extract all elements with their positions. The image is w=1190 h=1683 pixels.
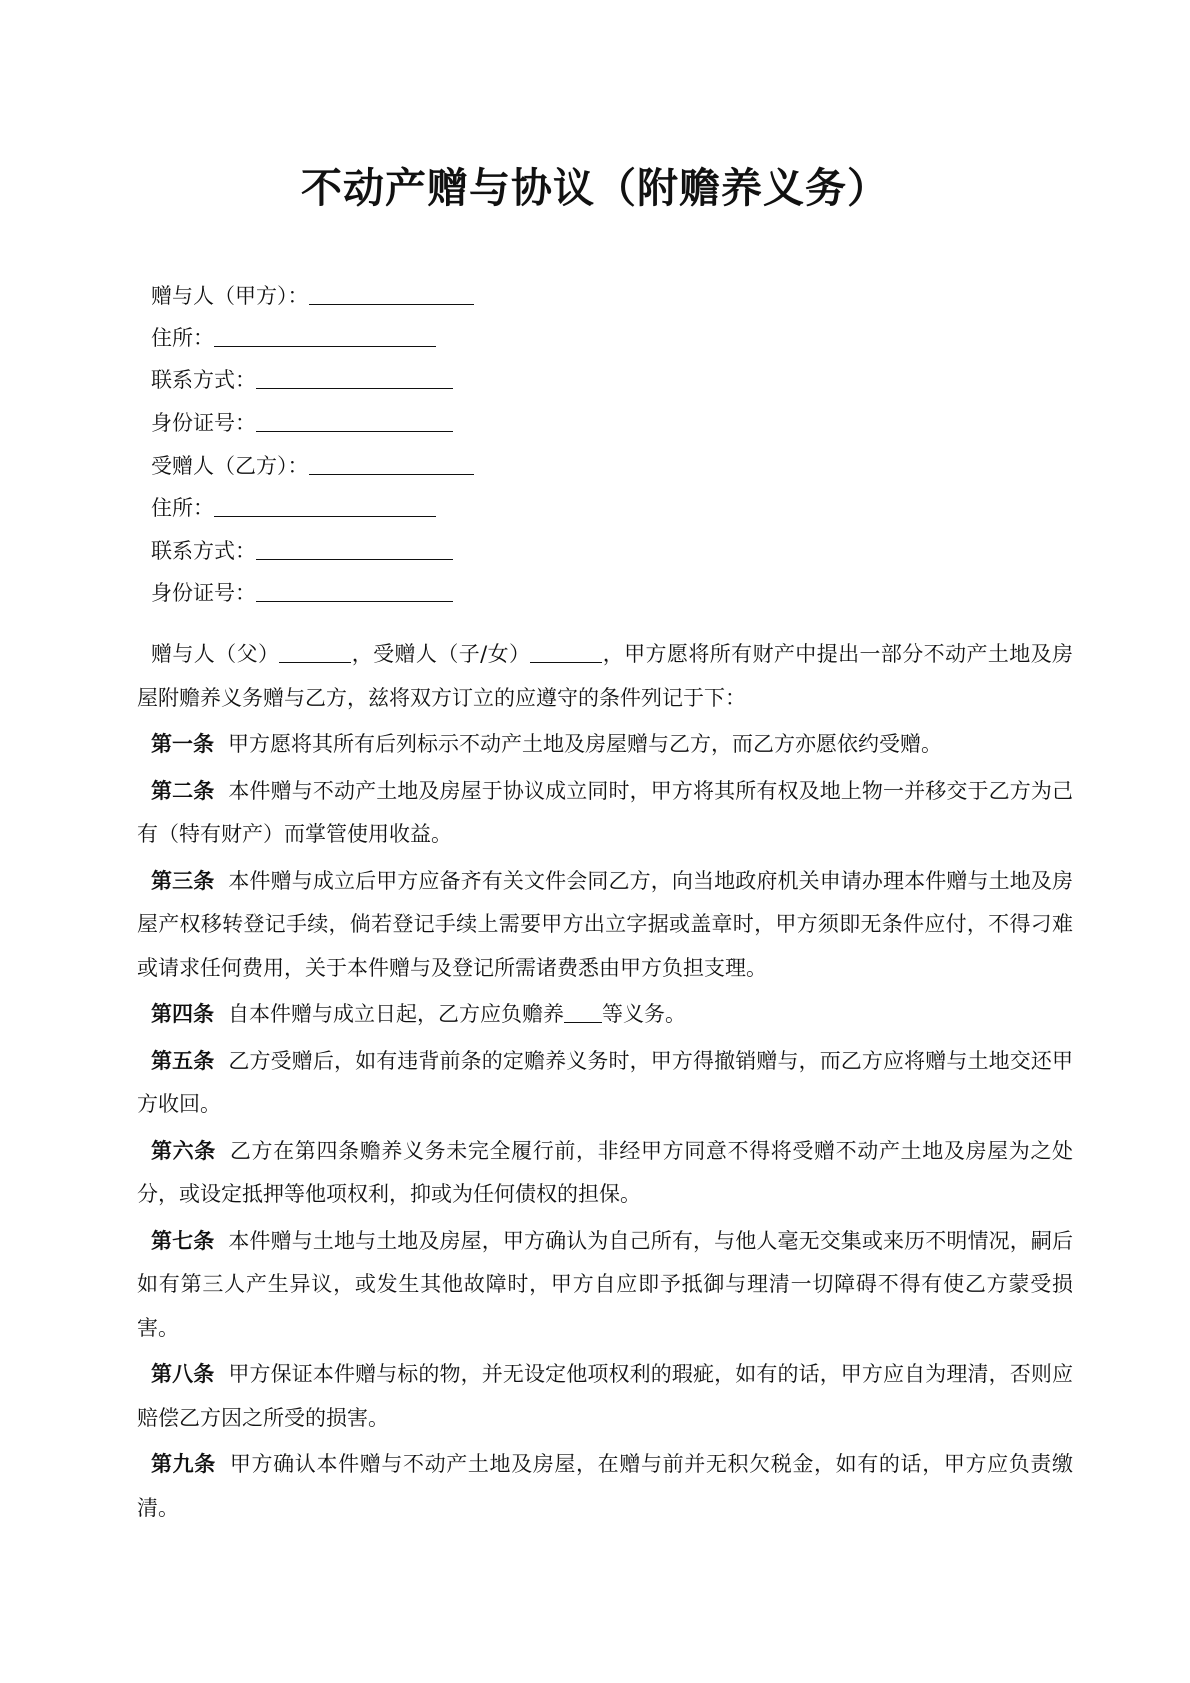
donee-name-field — [151, 451, 474, 481]
article-label: 第九条 — [151, 1452, 216, 1476]
donee-contact-field — [151, 536, 453, 566]
article-label: 第五条 — [151, 1048, 215, 1073]
field-label: 联系方式： — [151, 368, 256, 392]
blank-line — [256, 581, 453, 602]
blank-line — [279, 642, 351, 663]
article-label: 第七条 — [151, 1228, 215, 1253]
blank-line — [530, 642, 602, 663]
donor-address-field — [151, 323, 436, 353]
article-label: 第三条 — [151, 868, 215, 893]
article-text: 本件赠与不动产土地及房屋于协议成立同时，甲方将其所有权及地上物一并移交于乙方为己有（特有财产）而掌管使用收益。 — [137, 778, 1073, 846]
blank-line — [256, 411, 453, 432]
article-4 — [137, 993, 1073, 1037]
blank-line — [214, 326, 436, 347]
article-5 — [137, 1040, 1073, 1127]
donor-name-field — [151, 281, 474, 311]
field-label: 赠与人（甲方）： — [151, 284, 309, 308]
donor-id-field — [151, 408, 453, 438]
field-label: 联系方式： — [151, 539, 256, 563]
intro-text-1: 赠与人（父） — [151, 642, 280, 666]
article-text: 甲方确认本件赠与不动产土地及房屋，在赠与前并无积欠税金，如有的话，甲方应负责缴清。 — [137, 1452, 1074, 1520]
article-text: 本件赠与成立后甲方应备齐有关文件会同乙方，向当地政府机关申请办理本件赠与土地及房屋产权移转登记手续，倘若登记手续上需要甲方出立字据或盖章时，甲方须即无条件应付，不得刁难或请求任何费用，关于本件赠与及登记所需诸费悉由甲方负担支理。 — [137, 868, 1073, 980]
agreement-body — [137, 633, 1073, 1533]
blank-line — [214, 496, 436, 517]
intro-paragraph — [137, 633, 1073, 720]
article-2 — [137, 770, 1073, 857]
field-label: 住所： — [151, 496, 214, 520]
blank-line — [256, 368, 453, 389]
article-text-after: 等义务。 — [602, 1002, 686, 1026]
article-text: 本件赠与土地与土地及房屋，甲方确认为自己所有，与他人毫无交集或来历不明情况，嗣后如有第三人产生异议，或发生其他故障时，甲方自应即予抵御与理清一切障碍不得有使乙方蒙受损害。 — [137, 1228, 1073, 1340]
donee-address-field — [151, 493, 436, 523]
article-text: 甲方保证本件赠与标的物，并无设定他项权利的瑕疵，如有的话，甲方应自为理清，否则应赔偿乙方因之所受的损害。 — [137, 1362, 1073, 1430]
article-text-before: 自本件赠与成立日起，乙方应负赡养 — [228, 1002, 564, 1026]
intro-text-2: ，受赠人（子/女） — [351, 642, 531, 666]
article-3 — [137, 860, 1073, 991]
field-label: 住所： — [151, 326, 214, 350]
article-label: 第四条 — [151, 1002, 214, 1026]
article-text: 乙方在第四条赡养义务未完全履行前，非经甲方同意不得将受赠不动产土地及房屋为之处分，或设定抵押等他项权利，抑或为任何债权的担保。 — [137, 1138, 1074, 1206]
article-label: 第一条 — [151, 732, 214, 756]
article-text: 甲方愿将其所有后列标示不动产土地及房屋赠与乙方，而乙方亦愿依约受赠。 — [228, 732, 942, 756]
article-label: 第二条 — [151, 778, 215, 803]
donor-contact-field — [151, 365, 453, 395]
blank-line — [309, 284, 474, 305]
article-7 — [137, 1220, 1073, 1351]
article-1 — [137, 723, 1073, 767]
article-label: 第六条 — [151, 1138, 216, 1163]
article-label: 第八条 — [151, 1362, 215, 1386]
article-8 — [137, 1353, 1073, 1440]
blank-line — [309, 454, 474, 475]
blank-line — [256, 539, 453, 560]
article-text: 乙方受赠后，如有违背前条的定赡养义务时，甲方得撤销赠与，而乙方应将赠与土地交还甲方收回。 — [137, 1048, 1073, 1116]
field-label: 身份证号： — [151, 411, 256, 435]
donee-id-field — [151, 578, 453, 608]
field-label: 受赠人（乙方）： — [151, 454, 309, 478]
blank-line — [564, 1002, 602, 1023]
intro-text-3: ，甲方愿将所有财产中提出一部分不动产土地及房屋附赡养义务赠与乙方，兹将双方订立的应遵守的条件列记于下： — [137, 642, 1074, 710]
document-title: 不动产赠与协议（附赡养义务） — [301, 164, 889, 212]
article-6 — [137, 1130, 1073, 1217]
article-9 — [137, 1443, 1073, 1530]
field-label: 身份证号： — [151, 581, 256, 605]
